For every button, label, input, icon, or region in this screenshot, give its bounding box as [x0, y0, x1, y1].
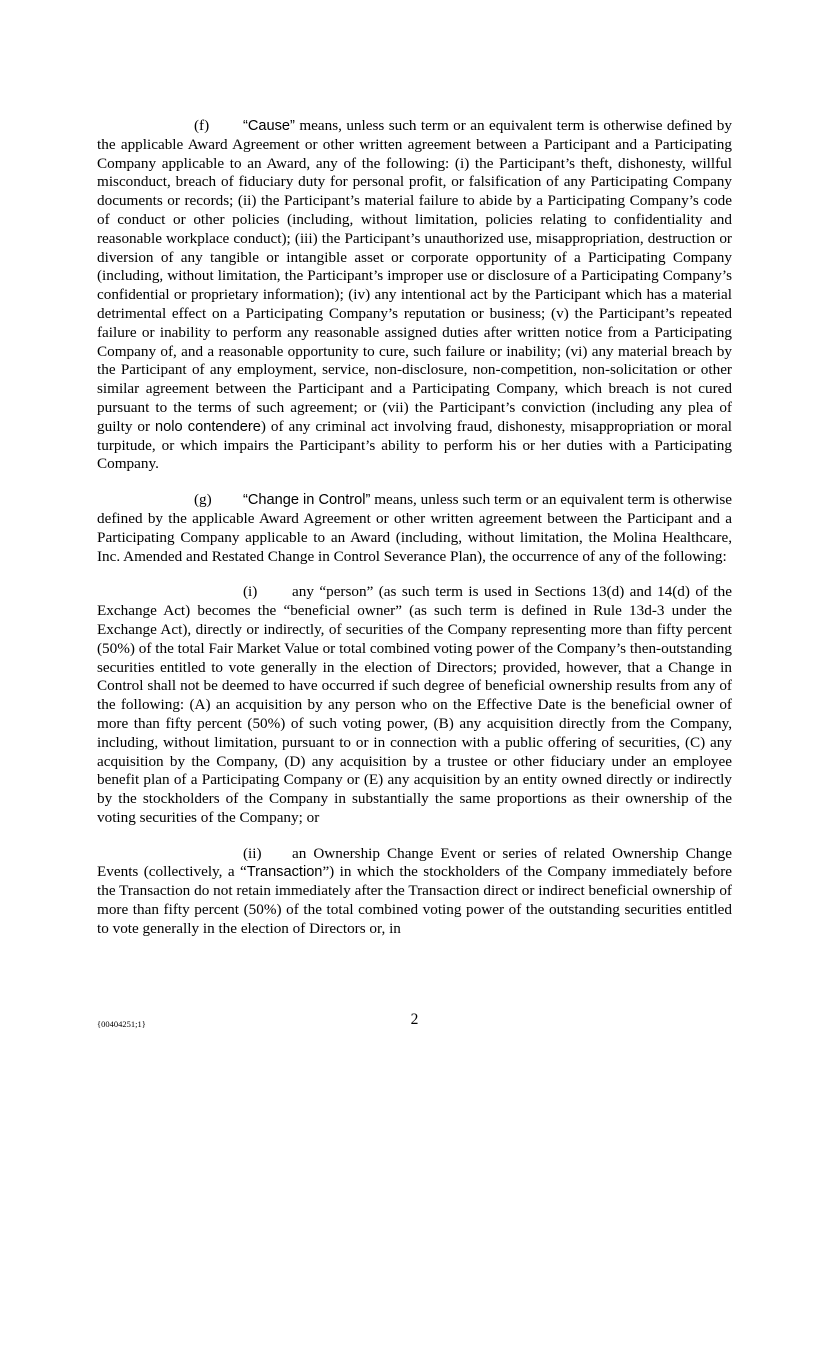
subclause-text: an Ownership Change Event or series of related Ownership Change Events (collectively, a “	[97, 844, 732, 881]
definition-change-in-control	[97, 491, 732, 566]
defined-term: Transaction	[246, 864, 323, 881]
definition-cause	[97, 117, 732, 474]
subclause-ii	[97, 845, 732, 939]
definition-text-end: ) of any criminal act involving fraud, dishonesty, misappropriation or moral turpitude, or which impairs the Participant’s ability to perform his or her duties with a Participating Company.	[97, 417, 733, 473]
subclause-number: (ii)	[243, 844, 262, 862]
document-body	[97, 117, 732, 956]
section-number: (g)	[194, 491, 212, 509]
subclause-number: (i)	[243, 583, 258, 601]
subclause-text-end: ”) in which the stockholders of the Company immediately before the Transaction do not retain immediately after the Transaction direct or indirect beneficial ownership of more than fifty percent (50%) of the total combined voting power of the outstanding securities entitled to vote generally in the election of Directors or, in	[97, 863, 733, 937]
definition-text: means, unless such term or an equivalent term is otherwise defined by the applicable Award Agreement or other written agreement between the Participant and a Participating Company applicable to an Award (including, without limitation, the Molina Healthcare, Inc. Amended and Restated Change in Control Severance Plan), the occurrence of any of the following:	[97, 491, 732, 565]
page-number: 2	[410, 1011, 419, 1028]
latin-term: nolo contendere	[155, 418, 261, 435]
defined-term: “Cause”	[243, 118, 295, 134]
section-number: (f)	[194, 117, 210, 134]
subclause-i	[97, 583, 732, 827]
subclause-text: any “person” (as such term is used in Sections 13(d) and 14(d) of the Exchange Act) becomes the “beneficial owner” (as such term is defined in Rule 13d-3 under the Exchange Act), directly or indirectly, of securities of the Company representing more than fifty percent (50%) of the total Fair Market Value or total combined voting power of the Company’s then-outstanding securities entitled to vote generally in the election of Directors; provided, however, that a Change in Control shall not be deemed to have occurred if such degree of beneficial ownership results from any of the following: (A) an acquisition by any person who on the Effective Date is the beneficial owner of more than fifty percent (50%) of such voting power, (B) any acquisition directly from the Company, including, without limitation, pursuant to or in connection with a public offering of securities, (C) any acquisition by the Company, (D) any acquisition by a trustee or other fiduciary under an employee benefit plan of a Participating Company or (E) any acquisition by an entity owned directly or indirectly by the stockholders of the Company in substantially the same proportions as their ownership of the voting securities of the Company; or	[97, 583, 732, 826]
defined-term: “Change in Control”	[243, 492, 371, 509]
document-code: {00404251;1}	[97, 1019, 146, 1029]
definition-text: means, unless such term or an equivalent term is otherwise defined by the applicable Award Agreement or other written agreement between a Participant and a Participating Company applicable to an Award, any of the following: (i) the Participant’s theft, dishonesty, willful misconduct, breach of fiduciary duty for personal profit, or falsification of any Participating Company documents or records; (ii) the Participant’s material failure to abide by a Participating Company’s code of conduct or other policies (including, without limitation, policies relating to confidentiality and reasonable workplace conduct); (iii) the Participant’s unauthorized use, misappropriation, destruction or diversion of any tangible or intangible asset or corporate opportunity of a Participating Company (including, without limitation, the Participant’s improper use or disclosure of a Participating Company’s confidential or proprietary information); (iv) any intentional act by the Participant which has a material detrimental effect on a Participating Company’s reputation or business; (v) the Participant’s repeated failure or inability to perform any reasonable assigned duties after written notice from a Participating Company of, and a reasonable opportunity to cure, such failure or inability; (vi) any material breach by the Participant of any employment, service, non-disclosure, non-competition, non-solicitation or other similar agreement between the Participant and a Participating Company, which breach is not cured pursuant to the terms of such agreement; or (vii) the Participant’s conviction (including any plea of guilty or	[97, 117, 732, 435]
